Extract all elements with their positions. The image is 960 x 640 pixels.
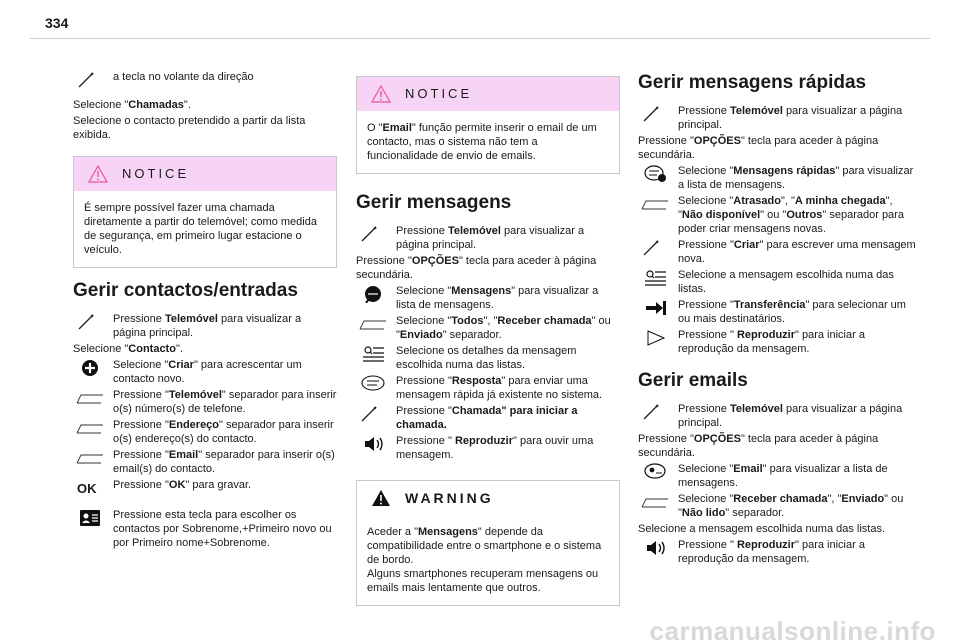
select-contact-text: Selecione o contacto pretendido a partir da lista exibida. <box>73 115 306 141</box>
email-tabs-row: Selecione "Receber chamada", "Enviado" ou "Não lido" separador. <box>638 492 920 520</box>
press-phone-row: Pressione Telemóvel para visualizar a página principal. <box>356 224 620 252</box>
select-contact: Selecione "Contacto". <box>73 343 183 355</box>
warning-title: WARNING <box>405 490 494 506</box>
speaker-icon <box>358 435 388 453</box>
column-3 <box>638 72 920 568</box>
add-circle-icon <box>75 359 105 377</box>
press-phone-row: Pressione Telemóvel para visualizar a página principal. <box>638 104 920 132</box>
column-1 <box>73 70 337 552</box>
create-row: Pressione "Criar" para escrever uma mensagem nova. <box>638 238 920 266</box>
speaker-icon <box>640 539 670 557</box>
quick-message-icon <box>640 165 670 183</box>
play-triangle-icon <box>640 329 670 347</box>
sms-bubble-icon <box>358 285 388 303</box>
notice-text: É sempre possível fazer uma chamada diretamente a partir do telemóvel; como medida de segurança, em primeiro lugar estacione o veículo. <box>84 202 317 256</box>
pen-icon <box>75 313 105 331</box>
page-number: 334 <box>45 15 69 31</box>
press-phone-row: Pressione Telemóvel para visualizar a página principal. <box>73 312 337 340</box>
pen-icon <box>640 105 670 123</box>
email-play-row: Pressione " Reproduzir" para iniciar a reprodução da mensagem. <box>638 538 920 566</box>
tab-separator-icon <box>640 195 670 213</box>
pen-icon <box>640 239 670 257</box>
warning-triangle-icon <box>371 489 391 507</box>
email-press-phone-row: Pressione Telemóvel para visualizar a página principal. <box>638 402 920 430</box>
watermark: carmanualsonline.info <box>649 616 936 640</box>
quick-messages-row: Selecione "Mensagens rápidas" para visualizar a lista de mensagens. <box>638 164 920 192</box>
tabs-row: Selecione "Atrasado", "A minha chegada", "Não disponível" ou "Outros" separador para poder criar mensagens novas. <box>638 194 920 236</box>
notice-text: O "Email" função permite inserir o email de um contacto, mas o sistema não tem a funcionalidade de envio de emails. <box>367 122 597 162</box>
options-text: Pressione "OPÇÕES" tecla para aceder à página secundária. <box>638 135 879 161</box>
pen-icon <box>358 225 388 243</box>
list-detail-icon <box>358 345 388 363</box>
details-row: Selecione os detalhes da mensagem escolhida numa das listas. <box>356 344 620 372</box>
select-calls: Selecione "Chamadas". <box>73 99 191 111</box>
choose-row: Selecione a mensagem escolhida numa das listas. <box>638 268 920 296</box>
transfer-row: Pressione "Transferência" para selecionar um ou mais destinatários. <box>638 298 920 326</box>
tab-separator-icon <box>358 315 388 333</box>
phone-tab-row: Pressione "Telemóvel" separador para inserir o(s) número(s) de telefone. <box>73 388 337 416</box>
tab-separator-icon <box>75 449 105 467</box>
notice-box-2 <box>356 76 620 174</box>
reply-bubble-icon <box>358 375 388 393</box>
email-tab-row: Pressione "Email" separador para inserir o(s) email(s) do contacto. <box>73 448 337 476</box>
heading-quick-messages: Gerir mensagens rápidas <box>638 72 867 93</box>
email-choose-text: Selecione a mensagem escolhida numa das listas. <box>638 523 886 535</box>
email-list-row: Selecione "Email" para visualizar a lista de mensagens. <box>638 462 920 490</box>
play-row: Pressione " Reproduzir" para ouvir uma mensagem. <box>356 434 620 462</box>
steering-key-row: a tecla no volante da direção <box>73 70 337 86</box>
sort-contacts-icon <box>75 509 105 527</box>
transfer-arrow-icon <box>640 299 670 317</box>
notice-title: NOTICE <box>122 166 190 181</box>
heading-emails: Gerir emails <box>638 370 748 391</box>
create-row: Selecione "Criar" para acrescentar um contacto novo. <box>73 358 337 386</box>
email-options-text: Pressione "OPÇÕES" tecla para aceder à página secundária. <box>638 433 879 459</box>
pen-icon <box>75 71 105 89</box>
call-row: Pressione "Chamada" para iniciar a chamada. <box>356 404 620 432</box>
list-detail-icon <box>640 269 670 287</box>
tabs-row: Selecione "Todos", "Receber chamada" ou "Enviado" separador. <box>356 314 620 342</box>
column-2 <box>356 76 620 618</box>
pen-icon <box>640 403 670 421</box>
warning-box <box>356 480 620 606</box>
pen-icon <box>358 405 388 423</box>
options-text: Pressione "OPÇÕES" tecla para aceder à página secundária. <box>356 255 597 281</box>
tab-separator-icon <box>75 389 105 407</box>
warning-triangle-icon <box>371 85 391 103</box>
tab-separator-icon <box>75 419 105 437</box>
sort-row: Pressione esta tecla para escolher os contactos por Sobrenome,+Primeiro novo ou por Primeiro nome+Sobrenome. <box>73 508 337 550</box>
notice-box-1 <box>73 156 337 268</box>
address-tab-row: Pressione "Endereço" separador para inserir o(s) endereço(s) do contacto. <box>73 418 337 446</box>
play-row: Pressione " Reproduzir" para iniciar a reprodução da mensagem. <box>638 328 920 356</box>
reply-row: Pressione "Resposta" para enviar uma mensagem rápida já existente no sistema. <box>356 374 620 402</box>
warning-triangle-icon <box>88 165 108 183</box>
notice-title: NOTICE <box>405 86 473 101</box>
ok-row: OK Pressione "OK" para gravar. <box>73 478 337 494</box>
heading-messages: Gerir mensagens <box>356 192 512 213</box>
top-divider <box>30 38 930 39</box>
ok-icon: OK <box>77 481 97 496</box>
email-bubble-icon <box>640 463 670 481</box>
tab-separator-icon <box>640 493 670 511</box>
messages-row: Selecione "Mensagens" para visualizar a lista de mensagens. <box>356 284 620 312</box>
warning-text: Aceder a "Mensagens" depende da compatibilidade entre o smartphone e o sistema de bordo. Alguns smartphones recuperam mensagens ou emails mais lentamente que outros. <box>367 526 602 594</box>
heading-contacts: Gerir contactos/entradas <box>73 280 298 301</box>
